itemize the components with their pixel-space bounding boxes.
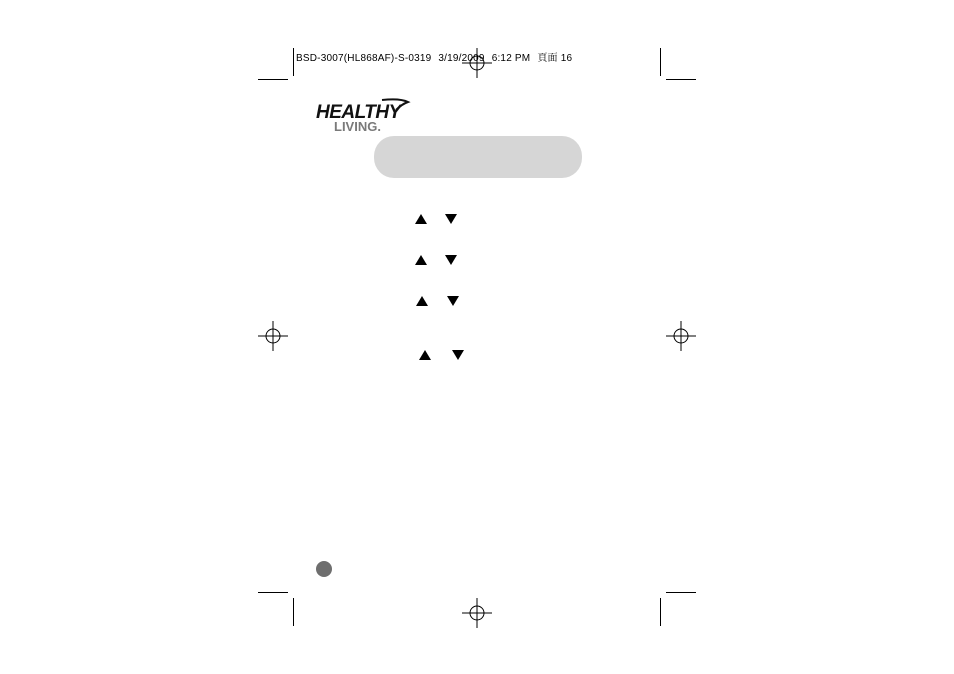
registration-mark-left [258,321,288,351]
slug-file: BSD-3007(HL868AF)-S-0319 [296,53,432,64]
logo-line1: HEALTHY [316,102,401,123]
healthy-living-logo [312,98,412,138]
crop-mark-top-right-vertical [660,48,661,76]
logo-line2: LIVING. [334,119,381,134]
triangle-down-icon [445,214,457,224]
crop-mark-bottom-right-horizontal [666,592,696,593]
crosshair-icon [258,321,288,351]
print-slug [296,49,576,64]
registration-mark-bottom [462,598,492,628]
crop-mark-bottom-left-horizontal [258,592,288,593]
crop-mark-top-right-horizontal [666,79,696,80]
triangle-up-icon [416,296,428,306]
slug-page: 頁面 16 [537,53,573,64]
crop-mark-bottom-right-vertical [660,598,661,626]
triangle-down-icon [445,255,457,265]
crosshair-icon [462,598,492,628]
triangle-down-icon [452,350,464,360]
crop-mark-top-left-horizontal [258,79,288,80]
triangle-up-icon [415,255,427,265]
crop-mark-top-left-vertical [293,48,294,76]
page-number-dot [316,561,332,577]
triangle-up-icon [419,350,431,360]
triangle-down-icon [447,296,459,306]
registration-mark-right [666,321,696,351]
triangle-up-icon [415,214,427,224]
section-header-pill [374,136,582,178]
slug-time: 6:12 PM [491,53,531,64]
crop-mark-bottom-left-vertical [293,598,294,626]
crosshair-icon [666,321,696,351]
slug-date: 3/19/2009 [438,53,485,64]
